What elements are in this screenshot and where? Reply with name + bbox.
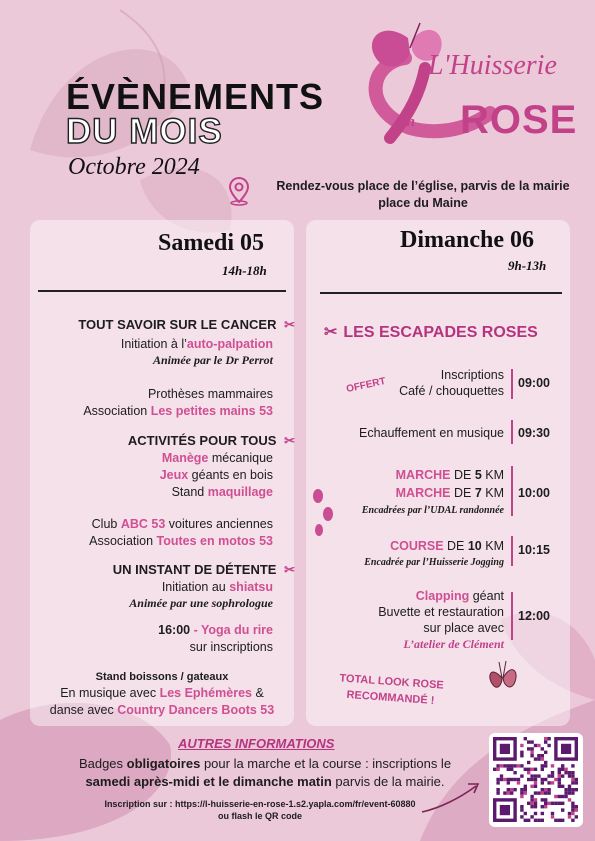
sun-surplace-line: sur place avec [423, 621, 504, 635]
inscription-label: Inscription sur : [104, 799, 175, 809]
qr-hint: ou flash le QR code [217, 811, 302, 821]
sat-voitures-suffix: voitures anciennes [165, 517, 273, 531]
sat-shiatsu-prefix: Initiation au [161, 580, 230, 594]
sun-marche5-line [396, 467, 504, 484]
badges-suffix: pour la marche et la course : inscriptions le [200, 756, 452, 771]
sun-course-de: DE [443, 539, 468, 553]
sat-autopalpation-highlight: auto-palpation [186, 337, 273, 351]
sun-course-label: COURSE [390, 539, 444, 553]
sat-manege-highlight: Manège [161, 451, 209, 465]
sun-clapping-suffix: géant [469, 589, 504, 603]
sat-abc53-highlight: ABC 53 [120, 517, 166, 531]
sun-marche7-label: MARCHE [395, 486, 451, 500]
footprints-icon [310, 488, 336, 538]
sun-clapping-label: Clapping [415, 589, 470, 603]
sun-udal-line: Encadrées par l’UDAL randonnée [361, 505, 504, 516]
sun-time-3: 10:00 [518, 486, 550, 500]
sun-time-bar-5 [511, 592, 513, 640]
badges-obligatoires: obligatoires [126, 756, 201, 771]
sat-section-detente-label: UN INSTANT DE DÉTENTE [112, 562, 277, 577]
sat-yoga-line [158, 622, 273, 639]
sun-jogging-line: Encadrée par l’Huisserie Jogging [364, 557, 504, 568]
sat-section-cancer-title [78, 316, 295, 333]
sat-petites-mains-highlight: Les petites mains 53 [150, 404, 273, 418]
sun-marche7-line [396, 485, 504, 502]
sat-stand-prefix: Stand [171, 485, 208, 499]
badges-dates: samedi après-midi et le dimanche matin [85, 774, 332, 789]
ribbon-icon: ✂ [324, 324, 338, 341]
sat-motos-line [89, 533, 273, 550]
rendezvous-text [256, 178, 590, 212]
sat-ephemeres-line [30, 685, 294, 702]
sun-marche5-label: MARCHE [395, 468, 451, 482]
sat-protheses-line: Prothèses mammaires [147, 387, 273, 401]
sat-maquillage-highlight: maquillage [207, 485, 273, 499]
sat-ampersand: & [251, 686, 264, 700]
sat-country-highlight: Country Dancers Boots 53 [117, 703, 275, 717]
location-pin-icon [228, 176, 250, 206]
ribbon-icon: ✂ [284, 433, 295, 448]
sun-time-4: 10:15 [518, 543, 550, 557]
sat-yoga-highlight: - Yoga du rire [190, 623, 273, 637]
sun-marche5-unit: KM [481, 468, 504, 482]
sat-shiatsu-line [162, 579, 273, 596]
sat-jeux-highlight: Jeux [159, 468, 189, 482]
sat-association-prefix: Association [83, 404, 151, 418]
sun-course-unit: KM [481, 539, 504, 553]
sun-marche5-distance: 5 [474, 468, 482, 482]
sun-inscriptions-line: Inscriptions [440, 368, 504, 382]
page-subtitle-month: Octobre 2024 [68, 154, 200, 180]
sat-jeux-suffix: géants en bois [188, 468, 273, 482]
sat-danse-prefix: danse avec [49, 703, 118, 717]
sun-clapping-line [416, 588, 504, 605]
sun-marche7-distance: 7 [474, 486, 482, 500]
sat-motos-highlight: Toutes en motos 53 [156, 534, 273, 548]
total-look-line2: RECOMMANDÉ ! [346, 688, 435, 708]
sat-autopalpation-line [121, 336, 273, 353]
qr-code[interactable] [489, 733, 583, 827]
sat-section-activites-label: ACTIVITÉS POUR TOUS [127, 433, 277, 448]
sat-shiatsu-highlight: shiatsu [229, 580, 273, 594]
logo-text-rose: ROSE [460, 98, 578, 142]
sat-section-cancer-label: TOUT SAVOIR SUR LE CANCER [78, 317, 277, 332]
logo-text-en: en [400, 114, 415, 130]
sat-yoga-time: 16:00 [158, 623, 191, 637]
sat-sophrologue-line: Animée par une sophrologue [129, 596, 273, 610]
badges-parvis: parvis de la mairie. [331, 774, 445, 789]
sat-jeux-line [160, 467, 273, 484]
sun-time-2: 09:30 [518, 426, 550, 440]
sat-dr-perrot-line: Animée par le Dr Perrot [153, 353, 273, 367]
sun-section-label: LES ESCAPADES ROSES [343, 324, 538, 341]
sun-course-line [390, 538, 504, 555]
autres-info-heading: AUTRES INFORMATIONS [178, 736, 335, 751]
sat-autopalpation-prefix: Initiation à l’ [120, 337, 187, 351]
sat-stand-title: Stand boissons / gateaux [95, 671, 229, 683]
sat-country-line [30, 702, 294, 719]
butterfly-icon [486, 658, 520, 696]
sun-buvette-line: Buvette et restauration [378, 605, 504, 619]
sun-time-1: 09:00 [518, 376, 550, 390]
sun-time-5: 12:00 [518, 609, 550, 623]
page-title-line2: DU MOIS [66, 112, 223, 151]
sat-abc53-line [92, 516, 273, 533]
ribbon-icon: ✂ [284, 562, 295, 577]
sat-manege-line [162, 450, 273, 467]
sat-inscriptions-line: sur inscriptions [189, 640, 273, 654]
sun-marche5-de: DE [450, 468, 475, 482]
sat-maquillage-line [172, 484, 273, 501]
badges-line1 [40, 755, 490, 773]
sat-association2-prefix: Association [89, 534, 157, 548]
inscription-line [80, 798, 440, 810]
sunday-time: 9h-13h [508, 258, 547, 273]
total-look-line1: TOTAL LOOK ROSE [339, 672, 445, 692]
sunday-title: Dimanche 06 [400, 227, 534, 253]
sun-marche7-de: DE [450, 486, 475, 500]
inscription-info [80, 798, 440, 822]
sun-cafe-line: Café / chouquettes [399, 384, 504, 398]
saturday-time: 14h-18h [222, 263, 267, 278]
sunday-divider [320, 292, 562, 294]
sun-course-distance: 10 [467, 539, 482, 553]
sat-section-activites-title [128, 432, 295, 449]
badges-prefix: Badges [78, 756, 127, 771]
saturday-title: Samedi 05 [158, 230, 265, 256]
rendezvous-line1: Rendez-vous place de l’église, parvis de la mairie [276, 179, 570, 193]
sun-time-bar-1 [511, 369, 513, 399]
page-title-line1: ÉVÈNEMENTS [66, 76, 325, 117]
offert-badge: OFFERT [345, 375, 387, 396]
rendezvous-line2: place du Maine [378, 196, 468, 210]
sat-ephemeres-highlight: Les Ephémères [159, 686, 252, 700]
huisserie-en-rose-logo [350, 18, 586, 153]
sun-section-title [324, 324, 538, 341]
qr-code-image [489, 733, 583, 827]
sat-manege-suffix: mécanique [208, 451, 273, 465]
ribbon-icon: ✂ [284, 317, 295, 332]
sat-club-prefix: Club [91, 517, 121, 531]
sat-musique-prefix: En musique avec [60, 686, 160, 700]
sun-echauffement-line: Echauffement en musique [358, 426, 504, 440]
sun-time-bar-3 [511, 466, 513, 516]
sat-petites-mains-line [83, 403, 273, 420]
sun-marche7-unit: KM [481, 486, 504, 500]
logo-text-huisserie: L'Huisserie [428, 50, 557, 81]
sun-time-bar-4 [511, 536, 513, 566]
sat-section-detente-title [113, 561, 295, 578]
sun-atelier-line: L’atelier de Clément [403, 637, 504, 651]
inscription-link[interactable]: https://l-huisserie-en-rose-1.s2.yapla.com/fr/event-60880 [174, 799, 416, 809]
saturday-divider [38, 290, 286, 292]
sun-time-bar-2 [511, 420, 513, 444]
arrow-icon [420, 778, 484, 818]
